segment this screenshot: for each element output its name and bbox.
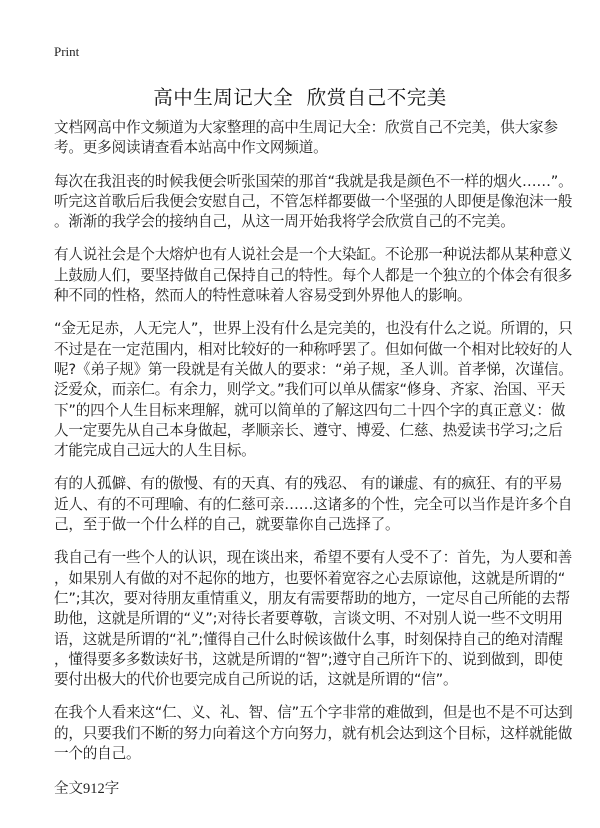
text-line: 听完这首歌后后我便会安慰自己，不管怎样都要做一个坚强的人即便是像泡沫一般 <box>54 192 573 210</box>
document-title: 高中生周记大全 欣赏自己不完美 <box>153 86 447 109</box>
text-line: 语，这就是所谓的“礼”;懂得自己什么时候该做什么事，时刻保持自己的绝对清醒 <box>54 630 563 648</box>
text-line: 一个的自己。 <box>54 745 141 763</box>
text-line: 呢?《弟子规》第一段就是有关做人的要求：“弟子规，圣人训。首孝悌，次谨信。 <box>54 360 573 378</box>
text-line: 考。更多阅读请查看本站高中作文网频道。 <box>54 139 328 157</box>
print-label: Print <box>54 44 80 59</box>
document-body <box>54 118 573 798</box>
text-line: 上鼓励人们，要坚持做自己保持自己的特性。每个人都是一个独立的个体会有很多 <box>54 266 573 284</box>
paragraph-7 <box>54 703 573 764</box>
paragraph-4 <box>54 319 573 461</box>
text-line: 的，只要我们不断的努力向着这个方向努力，就有机会达到这个目标，这样就能做 <box>54 724 573 742</box>
text-line: “金无足赤，人无完人”，世界上没有什么是完美的，也没有什么之说。所谓的，只 <box>54 320 573 338</box>
text-line: 不过是在一定范围内，相对比较好的一种称呼罢了。但如何做一个相对比较好的人 <box>54 340 573 358</box>
text-line: 人一定要先从自己本身做起，孝顺亲长、遵守、博爱、仁慈、热爱读书学习;之后 <box>54 421 563 439</box>
text-line: ，如果别人有做的对不起你的地方，也要怀着宽容之心去原谅他，这就是所谓的“ <box>54 569 566 587</box>
text-line: 种不同的性格，然而人的特性意味着人容易受到外界他人的影响。 <box>54 287 472 305</box>
paragraph-intro <box>54 118 558 159</box>
text-line: 助他，这就是所谓的“义”;对待长者要尊敬，言谈文明、不对别人说一些不文明用 <box>54 610 563 628</box>
text-line: ，懂得要多多数读好书，这就是所谓的“智”;遵守自己所许下的、说到做到，即使 <box>54 650 563 668</box>
text-line: 。渐渐的我学会的接纳自己，从这一周开始我将学会欣赏自己的不完美。 <box>54 213 515 231</box>
text-line: 在我个人看来这“仁、义、礼、智、信”五个字非常的难做到，但是也不是不可达到 <box>54 704 573 722</box>
text-line: 文档网高中作文频道为大家整理的高中生周记大全：欣赏自己不完美，供大家参 <box>54 119 558 136</box>
paragraph-6 <box>54 548 573 690</box>
text-line: 有人说社会是个大熔炉也有人说社会是一个大染缸。不论那一种说法都从某种意义 <box>54 246 573 264</box>
text-line: 每次在我沮丧的时候我便会听张国荣的那首“我就是我是颜色不一样的烟火……”。 <box>54 172 573 190</box>
text-line: 我自己有一些个人的认识，现在谈出来，希望不要有人受不了：首先，为人要和善 <box>54 549 573 567</box>
paragraph-2 <box>54 172 573 233</box>
text-line: 泛爱众，而亲仁。有余力，则学文。”我们可以单从儒家“修身、齐家、治国、平天 <box>54 381 566 399</box>
paragraph-5 <box>54 474 573 535</box>
text-line: 己，至于做一个什么样的自己，就要靠你自己选择了。 <box>54 516 400 534</box>
text-line: 才能完成自己远大的人生目标。 <box>54 442 256 460</box>
text-line: 下”的四个人生目标来理解，就可以简单的了解这四句二十四个字的真正意义：做 <box>54 401 566 419</box>
text-line: 要付出极大的代价也要完成自己所说的话，这就是所谓的“信”。 <box>54 671 458 689</box>
text-line: 近人、有的不可理喻、有的仁慈可亲……这诸多的个性，完全可以当作是许多个自 <box>54 495 573 513</box>
text-line: 有的人孤僻、有的傲慢、有的天真、有的残忍、 有的谦虚、有的疯狂、有的平易 <box>54 475 563 493</box>
paragraph-3 <box>54 245 573 306</box>
text-line: 仁”;其次，要对待朋友重情重义，朋友有需要帮助的地方，一定尽自己所能的去帮 <box>54 589 570 607</box>
word-count: 全文912字 <box>54 781 120 798</box>
